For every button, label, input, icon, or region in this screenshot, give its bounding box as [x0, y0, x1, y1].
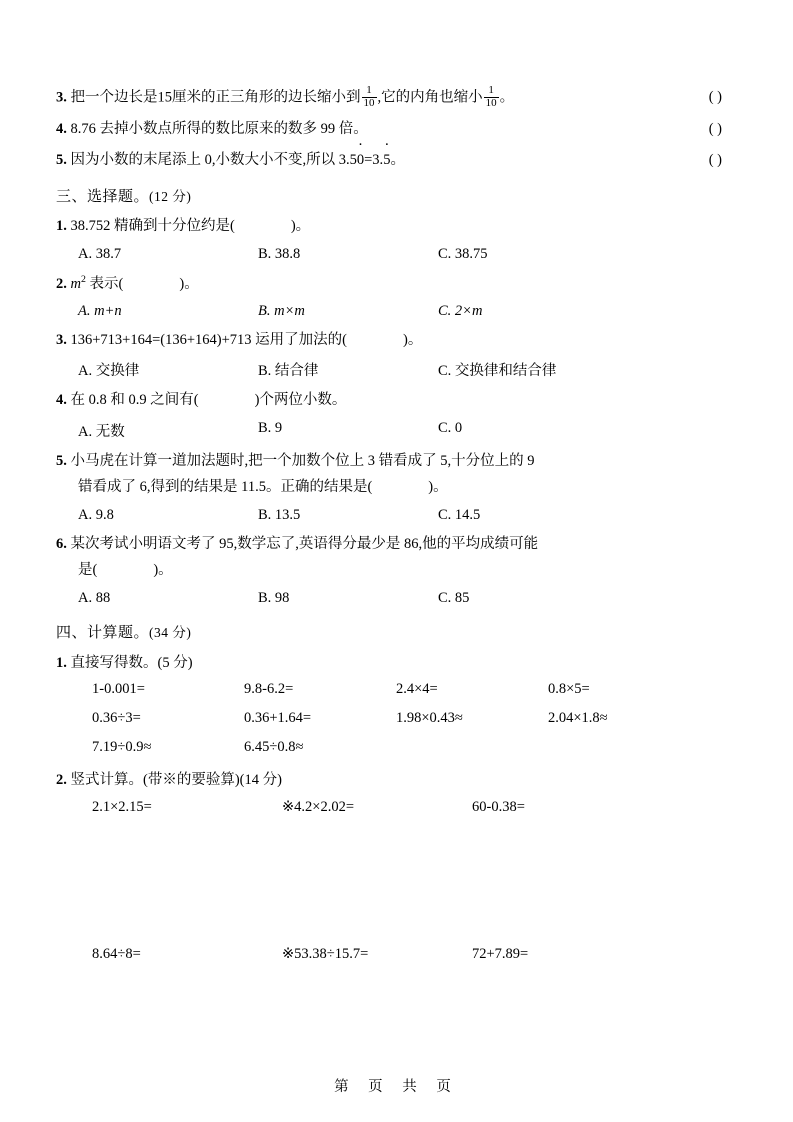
- calc-row: [56, 739, 746, 756]
- calc-expression[interactable]: 8.64÷8=: [92, 945, 141, 962]
- option-a[interactable]: A. 交换律: [78, 363, 140, 380]
- judgement-item-5: [56, 149, 746, 171]
- item-number: 2.: [56, 771, 67, 788]
- fraction-one-tenth-2: [484, 85, 499, 109]
- choice-options-4: [56, 420, 746, 441]
- fraction-numerator: 1: [366, 84, 372, 96]
- option-b[interactable]: B. 结合律: [258, 363, 319, 380]
- question-stem-pre: 38.752 精确到十分位约是(: [70, 218, 235, 235]
- calc-row: [56, 946, 746, 963]
- item-number: 4.: [56, 121, 67, 138]
- answer-blank-3[interactable]: ( ): [708, 89, 722, 105]
- calc-row: [56, 799, 746, 816]
- calc-expression[interactable]: 6.45÷0.8≈: [244, 738, 304, 755]
- calc-expression[interactable]: 0.8×5=: [548, 680, 590, 697]
- answer-blank-4[interactable]: ( ): [708, 121, 722, 138]
- calc-expression[interactable]: ※4.2×2.02=: [282, 798, 355, 815]
- calc-sub2-title: 竖式计算。(带※的要验算): [70, 771, 240, 788]
- option-b[interactable]: B. 98: [258, 589, 290, 606]
- item-text-b: =3.: [364, 151, 384, 168]
- section-4-title: 四、计算题。: [56, 624, 150, 641]
- item-number: 3.: [56, 89, 67, 106]
- calc-expression[interactable]: 2.4×4=: [396, 680, 438, 697]
- choice-options-5: [56, 507, 746, 524]
- section-4-score: (34 分): [149, 624, 192, 640]
- item-text-d: 。: [499, 89, 515, 106]
- page-content: [56, 86, 746, 975]
- item-text-c: ,它的内角也缩小: [377, 89, 483, 106]
- question-stem-post: )个两位小数。: [254, 392, 347, 409]
- item-number: 6.: [56, 535, 67, 552]
- calc-expression[interactable]: 72+7.89=: [472, 945, 529, 962]
- question-stem-line2-pre: 是(: [78, 562, 98, 579]
- option-b[interactable]: B. m×m: [258, 302, 305, 319]
- calc-expression[interactable]: 60-0.38=: [472, 798, 525, 815]
- judgement-item-3: [56, 86, 746, 110]
- question-stem-post: )。: [403, 331, 423, 348]
- calc-expression[interactable]: ※53.38÷15.7=: [282, 945, 369, 962]
- calc-expression[interactable]: 9.8-6.2=: [244, 680, 294, 697]
- section-3-heading: [56, 185, 746, 206]
- item-number: 2.: [56, 275, 67, 292]
- question-stem-line2-post: )。: [153, 562, 173, 579]
- option-a[interactable]: A. 无数: [78, 423, 125, 440]
- choice-question-3: [56, 329, 746, 351]
- option-a[interactable]: A. 38.7: [78, 245, 122, 262]
- calc-expression[interactable]: 1.98×0.43≈: [396, 709, 463, 726]
- option-b[interactable]: B. 13.5: [258, 506, 301, 523]
- item-number: 5.: [56, 151, 67, 168]
- calc-row: [56, 710, 746, 727]
- question-variable: m: [70, 275, 81, 292]
- dotted-digit-2: 5 ·: [383, 149, 390, 171]
- calc-sub1-score: (5 分): [157, 654, 193, 671]
- option-a[interactable]: A. m+n: [78, 302, 122, 319]
- calc-sub1-heading: [56, 651, 746, 672]
- question-stem-mid: 表示(: [85, 275, 124, 292]
- choice-question-2: [56, 272, 746, 295]
- section-3-score: (12 分): [149, 189, 192, 205]
- question-stem-line1: 小马虎在计算一道加法题时,把一个加数个位上 3 错看成了 5,十分位上的 9: [70, 452, 535, 469]
- option-c[interactable]: C. 85: [438, 589, 470, 606]
- fraction-one-tenth: [362, 85, 377, 109]
- choice-options-1: [56, 246, 746, 263]
- fraction-denominator: 10: [485, 96, 497, 109]
- question-stem-pre: 在 0.8 和 0.9 之间有(: [70, 392, 199, 409]
- item-text-a: 把一个边长是: [70, 89, 158, 106]
- choice-question-5-line1: [56, 450, 746, 472]
- answer-blank-5[interactable]: ( ): [708, 151, 722, 168]
- calc-expression[interactable]: 0.36+1.64=: [244, 709, 312, 726]
- choice-options-2: [56, 303, 746, 320]
- question-exponent: 2: [80, 273, 86, 285]
- choice-question-5-line2: [56, 476, 746, 498]
- option-c[interactable]: C. 14.5: [438, 506, 481, 523]
- option-a[interactable]: A. 88: [78, 589, 111, 606]
- item-text-b: 厘米的正三角形的边长缩小到: [172, 89, 361, 106]
- work-space-area[interactable]: [56, 828, 746, 946]
- fraction-numerator: 1: [488, 84, 494, 96]
- option-c[interactable]: C. 0: [438, 419, 463, 436]
- calc-expression[interactable]: 7.19÷0.9≈: [92, 738, 152, 755]
- calc-expression[interactable]: 2.1×2.15=: [92, 798, 152, 815]
- item-text-c: 。: [390, 151, 405, 168]
- choice-options-6: [56, 590, 746, 607]
- question-stem-post: )。: [179, 275, 199, 292]
- question-stem-line2-pre: 错看成了 6,得到的结果是 11.5。正确的结果是(: [78, 479, 373, 496]
- item-number: 3.: [56, 331, 67, 348]
- calc-row: [56, 681, 746, 698]
- item-number-value: 15: [157, 89, 172, 106]
- item-number: 1.: [56, 654, 67, 671]
- item-number: 4.: [56, 392, 67, 409]
- dotted-digit-1: 0 ·: [357, 149, 364, 171]
- item-number: 5.: [56, 452, 67, 469]
- option-b[interactable]: B. 9: [258, 419, 283, 436]
- calc-expression[interactable]: 1-0.001=: [92, 680, 145, 697]
- choice-question-4: [56, 389, 746, 411]
- section-4-heading: [56, 621, 746, 642]
- option-c[interactable]: C. 2×m: [438, 302, 483, 319]
- calc-sub2-score: (14 分): [239, 771, 282, 788]
- page-footer: 第 页 共 页: [334, 1079, 459, 1095]
- question-stem-post: )。: [290, 218, 311, 235]
- question-stem-pre: 136+713+164=(136+164)+713 运用了加法的(: [70, 331, 347, 348]
- item-text: 8.76 去掉小数点所得的数比原来的数多 99 倍。: [70, 121, 368, 138]
- option-c[interactable]: C. 交换律和结合律: [438, 363, 557, 380]
- choice-question-6-line2: [56, 559, 746, 581]
- item-number: 1.: [56, 218, 67, 235]
- calc-sub1-title: 直接写得数。: [70, 654, 158, 671]
- calc-expression[interactable]: 2.04×1.8≈: [548, 709, 608, 726]
- option-c[interactable]: C. 38.75: [438, 245, 488, 262]
- choice-question-1: [56, 215, 746, 237]
- fraction-denominator: 10: [363, 96, 375, 109]
- judgement-item-4: [56, 118, 746, 140]
- choice-options-3: [56, 359, 746, 380]
- question-stem-line1: 某次考试小明语文考了 95,数学忘了,英语得分最少是 86,他的平均成绩可能: [70, 535, 539, 552]
- item-text-a: 因为小数的末尾添上 0,小数大小不变,所以 3.5: [70, 151, 357, 168]
- calc-expression[interactable]: 0.36÷3=: [92, 709, 141, 726]
- question-stem-line2-post: )。: [428, 479, 448, 496]
- option-a[interactable]: A. 9.8: [78, 506, 114, 523]
- choice-question-6-line1: [56, 533, 746, 555]
- calc-sub2-heading: [56, 768, 746, 789]
- option-b[interactable]: B. 38.8: [258, 245, 301, 262]
- section-3-title: 三、选择题。: [56, 189, 150, 206]
